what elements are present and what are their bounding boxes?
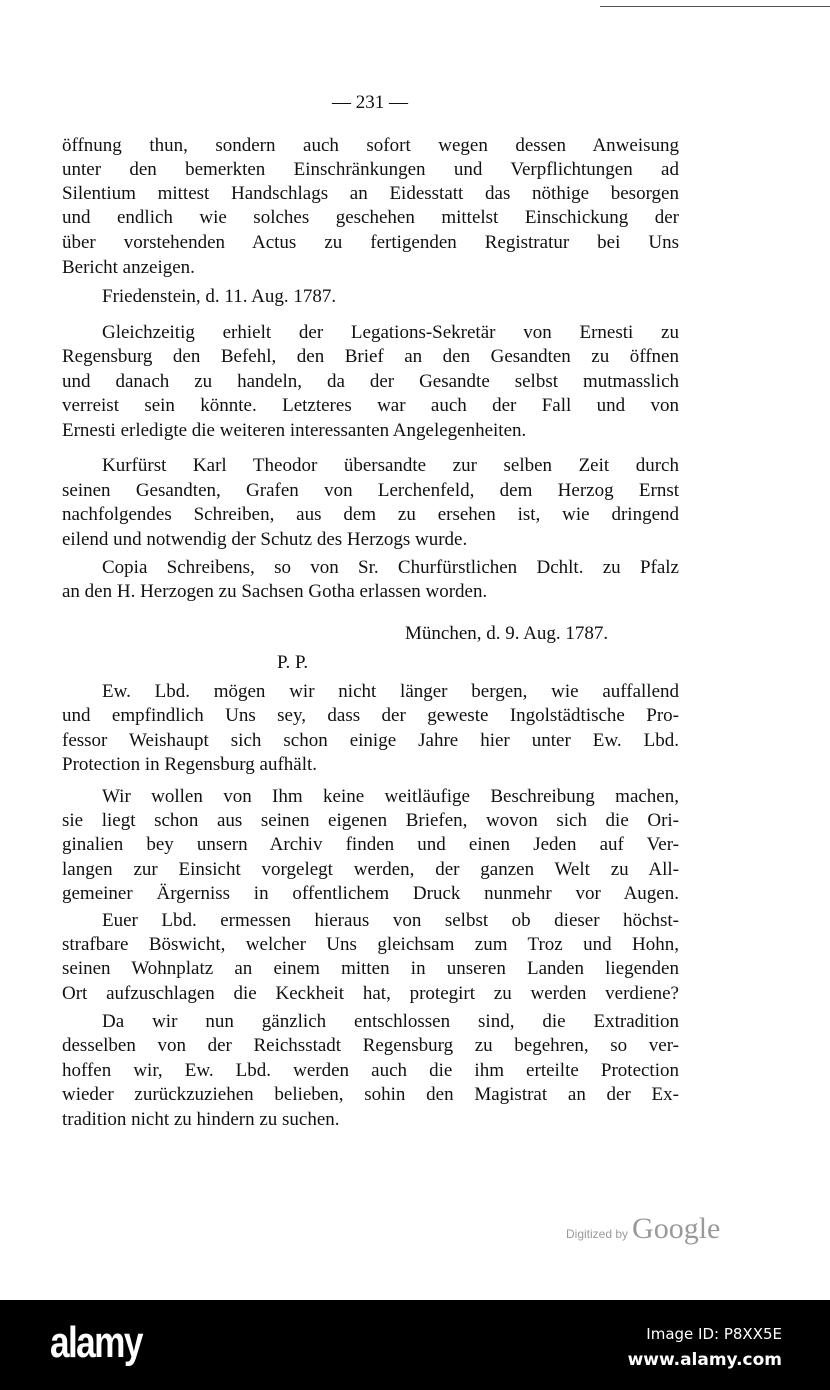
digitized-by-google bbox=[566, 1212, 720, 1246]
text-line: tradition nicht zu hindern zu suchen. bbox=[62, 1109, 340, 1130]
text-line: Bericht anzeigen. bbox=[62, 257, 195, 278]
text-line: Silentium mittest Handschlags an Eidesstatt das nöthige besorgen bbox=[62, 183, 679, 204]
text-line: Da wir nun gänzlich entschlossen sind, die Extradition bbox=[102, 1011, 679, 1032]
text-line: ginalien bey unsern Archiv finden und einen Jeden auf Ver- bbox=[62, 834, 679, 855]
digitized-label: Digitized by bbox=[566, 1227, 629, 1241]
text-line: gemeiner Ärgerniss in offentlichem Druck nunmehr vor Augen. bbox=[62, 883, 679, 904]
page-number: — 231 — bbox=[332, 92, 408, 113]
text-line: nachfolgendes Schreiben, aus dem zu ersehen ist, wie dringend bbox=[62, 504, 679, 525]
text-line: an den H. Herzogen zu Sachsen Gotha erlassen worden. bbox=[62, 581, 488, 602]
text-line: Copia Schreibens, so von Sr. Churfürstlichen Dchlt. zu Pfalz bbox=[102, 557, 679, 578]
text-line: Ew. Lbd. mögen wir nicht länger bergen, wie auffallend bbox=[102, 681, 679, 702]
text-line: Ernesti erledigte die weiteren interessanten Angelegenheiten. bbox=[62, 420, 527, 441]
text-line: strafbare Böswicht, welcher Uns gleichsam zum Troz und Hohn, bbox=[62, 934, 679, 955]
text-line: Protection in Regensburg aufhält. bbox=[62, 754, 318, 775]
text-line: fessor Weishaupt sich schon einige Jahre hier unter Ew. Lbd. bbox=[62, 730, 679, 751]
text-line: Gleichzeitig erhielt der Legations-Sekretär von Ernesti zu bbox=[102, 322, 679, 343]
text-line: P. P. bbox=[277, 652, 309, 673]
alamy-logo: alamy bbox=[50, 1318, 142, 1367]
alamy-url: www.alamy.com bbox=[627, 1350, 782, 1370]
text-line: über vorstehenden Actus zu fertigenden Registratur bei Uns bbox=[62, 232, 679, 253]
text-line: seinen Wohnplatz an einem mitten in unseren Landen liegenden bbox=[62, 958, 679, 979]
text-line: sie liegt schon aus seinen eigenen Briefen, wovon sich die Ori- bbox=[62, 810, 679, 831]
image-id: Image ID: P8XX5E bbox=[646, 1325, 782, 1343]
text-line: und endlich wie solches geschehen mittelst Einschickung der bbox=[62, 207, 679, 228]
text-line: desselben von der Reichsstadt Regensburg zu begehren, so ver- bbox=[62, 1035, 679, 1056]
text-line: eilend und notwendig der Schutz des Herzogs wurde. bbox=[62, 529, 468, 550]
text-line: und danach zu handeln, da der Gesandte selbst mutmasslich bbox=[62, 371, 679, 392]
text-line: Ort aufzuschlagen die Keckheit hat, protegirt zu werden verdiene? bbox=[62, 983, 679, 1004]
text-line: und empfindlich Uns sey, dass der geweste Ingolstädtische Pro- bbox=[62, 705, 679, 726]
watermark-bar bbox=[0, 1300, 830, 1390]
text-line: Wir wollen von Ihm keine weitläufige Beschreibung machen, bbox=[102, 786, 679, 807]
text-line: Euer Lbd. ermessen hieraus von selbst ob dieser höchst- bbox=[102, 910, 679, 931]
text-line: Friedenstein, d. 11. Aug. 1787. bbox=[102, 286, 337, 307]
text-line: hoffen wir, Ew. Lbd. werden auch die ihm erteilte Protection bbox=[62, 1060, 679, 1081]
text-line: langen zur Einsicht vorgelegt werden, der ganzen Welt zu All- bbox=[62, 859, 679, 880]
text-line: Kurfürst Karl Theodor übersandte zur selben Zeit durch bbox=[102, 455, 679, 476]
google-logo: Google bbox=[632, 1212, 721, 1245]
scan-edge-line bbox=[600, 6, 830, 7]
text-line: verreist sein könnte. Letzteres war auch der Fall und von bbox=[62, 395, 679, 416]
text-line: öffnung thun, sondern auch sofort wegen dessen Anweisung bbox=[62, 135, 679, 156]
text-line: Regensburg den Befehl, den Brief an den Gesandten zu öffnen bbox=[62, 346, 679, 367]
text-line: unter den bemerkten Einschränkungen und Verpflichtungen ad bbox=[62, 159, 679, 180]
text-line: seinen Gesandten, Grafen von Lerchenfeld, dem Herzog Ernst bbox=[62, 480, 679, 501]
text-line: München, d. 9. Aug. 1787. bbox=[405, 623, 609, 644]
text-line: wieder zurückzuziehen belieben, sohin den Magistrat an der Ex- bbox=[62, 1084, 679, 1105]
